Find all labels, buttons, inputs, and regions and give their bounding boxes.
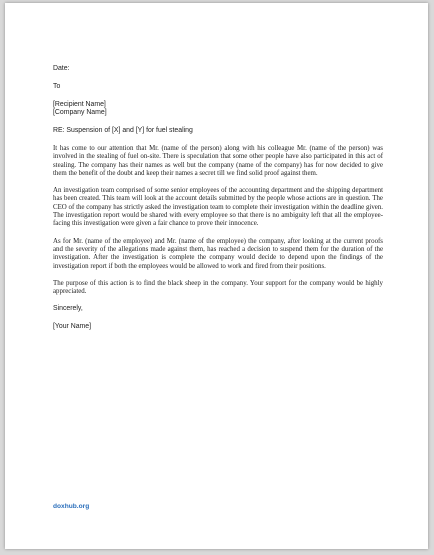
closing: Sincerely,: [53, 305, 83, 313]
date-label: Date:: [53, 65, 70, 72]
paragraph-4: The purpose of this action is to find the black sheep in the company. Your support for the company would be highly appreciated.: [53, 279, 383, 296]
letter-body: [53, 65, 383, 332]
recipient-name: [Recipient Name]: [53, 100, 106, 108]
footer-brand-link[interactable]: doxhub.org: [53, 503, 90, 510]
company-name: [Company Name]: [53, 109, 107, 117]
to-label: To: [53, 82, 61, 90]
paragraph-2: An investigation team comprised of some senior employees of the accounting department and the shipping department has been created. This team will look at the account details submitted by the people whose actions are in question. The CEO of the company has strictly asked the investigation team to complete their investigation within the deadline given. The investigation report would be shared with every employee so that there is no ambiguity left that all the employee-facing this investigation were given a fair chance to prove their innocence.: [53, 187, 383, 228]
signature-name: [Your Name]: [53, 323, 92, 331]
paragraph-1: It has come to our attention that Mr. (name of the person) along with his colleague Mr. (name of the person) was involved in the stealing of fuel on-site. There is speculation that some other people have also participated in this act of stealing. The company has their names as well but the company (name of the company) has for now decided to give them the benefit of the doubt and keep their names a secret till we find solid proof against them.: [53, 144, 383, 177]
paragraph-3: As for Mr. (name of the employee) and Mr. (name of the employee) the company, after looking at the current proofs and the severity of the allegations made against them, has reached a decision to suspend them for the duration of the investigation. After the investigation is complete the company would decide to depend upon the findings of the investigation report if both the employees would be allowed to work and fired from their positions.: [53, 237, 383, 270]
subject-line: RE: Suspension of [X] and [Y] for fuel stealing: [53, 127, 193, 135]
document-page: [5, 3, 428, 549]
